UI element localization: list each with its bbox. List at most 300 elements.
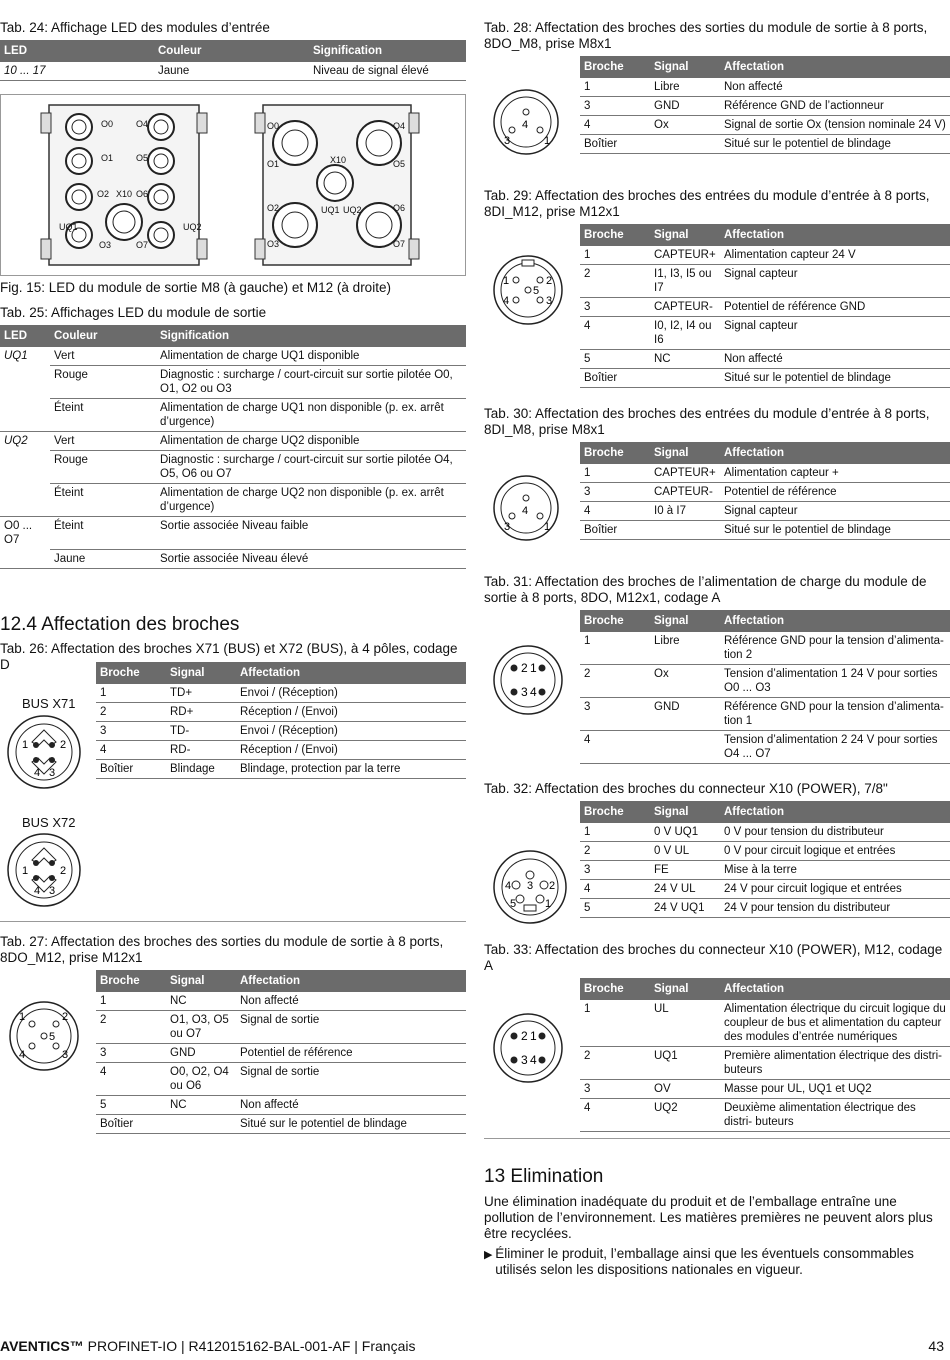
section13-bullet [484,1246,950,1278]
svg-text:1: 1 [544,521,551,533]
table-cell: 4 [580,502,650,521]
fig15-port-label: O1 [101,153,114,163]
svg-text:4: 4 [34,885,41,897]
fig15-port-label: X10 [116,189,133,199]
svg-text:3: 3 [504,135,511,147]
table-cell: Réception / (Envoi) [236,741,466,760]
svg-text:1: 1 [22,865,29,877]
table-cell: Signal capteur [720,317,950,350]
section-title: 12.4 Affectation des broches [0,614,240,635]
table-cell: 1 [96,992,166,1011]
tab31-header-signal: Signal [650,610,720,632]
table-row [0,432,466,451]
table-cell: Signal capteur [720,265,950,298]
tab31-header-assignment: Affectation [720,610,950,632]
m8-connector-inner [154,154,168,168]
table-row [96,722,466,741]
m12-socket-5pin-icon [4,996,84,1076]
table-cell: 2 [580,1047,650,1080]
tab28-header-signal: Signal [650,56,720,78]
tab31-caption: Tab. 31: Affectation des broches de l’alimentation de charge du module de sortie à 8 ports, 8DO, M12x1, codage A [484,574,927,605]
table-cell [0,366,50,399]
svg-text:3: 3 [49,767,56,779]
tab33-section [484,942,950,1139]
tab27-header-signal: Signal [166,970,236,992]
fig15-port-label: O5 [136,153,149,163]
svg-text:3: 3 [62,1049,69,1061]
table-cell: Vert [50,347,156,366]
table-cell: Sortie associée Niveau élevé [156,549,466,568]
table-row [580,317,950,350]
table-cell [650,369,720,388]
bullet-text: Éliminer le produit, l’emballage ainsi que les éventuels consommables utilisés selon les dispositions nationales en vigueur. [495,1246,914,1277]
table-cell: Tension d’alimentation 2 24 V pour sorties O4 ... O7 [720,731,950,764]
tab25-header-led: LED [0,325,50,347]
table-cell: Réception / (Envoi) [236,703,466,722]
tab31-table [580,610,950,764]
table-cell: UL [650,1000,720,1047]
tab33-header-pin: Broche [580,978,650,1000]
table-row [96,1063,466,1096]
svg-text:2: 2 [521,661,528,675]
table-cell: 4 [580,317,650,350]
bus-x71-label: BUS X71 [22,696,76,711]
table-cell: O0, O2, O4 ou O6 [166,1063,236,1096]
svg-text:3: 3 [527,880,534,892]
tab31-section [484,574,950,764]
table-row [580,265,950,298]
svg-text:1: 1 [545,898,552,910]
table-cell: 4 [580,116,650,135]
table-cell: Non affecté [720,78,950,97]
table-row [580,842,950,861]
table-cell: NC [166,992,236,1011]
tab30-table [580,442,950,540]
tab30-header-signal: Signal [650,442,720,464]
tab29-table [580,224,950,388]
tab27-caption: Tab. 27: Affectation des broches des sorties du module de sortie à 8 ports, 8DO_M12, prise M12x1 [0,934,444,965]
table-cell: 5 [96,1096,166,1115]
fig15-port-label: O7 [136,240,149,250]
table-cell: Éteint [50,517,156,550]
table-row [580,350,950,369]
table-row [580,1099,950,1132]
table-cell: 1 [580,78,650,97]
table-row [580,135,950,154]
table-cell: 2 [580,842,650,861]
svg-text:1: 1 [503,275,510,287]
table-cell: Signal de sortie [236,1063,466,1096]
table-cell: Tension d’alimentation 1 24 V pour sorties O0 ... O3 [720,665,950,698]
svg-text:4: 4 [505,880,512,892]
table-cell: UQ1 [4,350,28,362]
table-row [96,1044,466,1063]
table-cell: Envoi / (Réception) [236,722,466,741]
m8-plug-3pin-icon [488,468,564,544]
tab29-caption: Tab. 29: Affectation des broches des entrées du module d’entrée à 8 ports, 8DI_M12, prise M12x1 [484,188,930,219]
tab24-header-color: Couleur [154,40,309,62]
table-row [580,521,950,540]
tab27-header-pin: Broche [96,970,166,992]
bus-x71-connector-icon [4,712,84,792]
table-row [96,741,466,760]
power-m12-a-coded-icon [488,1008,568,1088]
table-cell: Rouge [50,366,156,399]
svg-text:2: 2 [60,739,67,751]
table-cell: GND [166,1044,236,1063]
table-cell: Situé sur le potentiel de blindage [720,369,950,388]
tab28-caption: Tab. 28: Affectation des broches des sorties du module de sortie à 8 ports, 8DO_M8, prise M8x1 [484,20,928,51]
bus-x72-connector-icon [4,830,84,910]
m8-connector-inner [72,154,86,168]
tab29-header-pin: Broche [580,224,650,246]
table-cell [0,399,50,432]
table-cell: Niveau de signal élevé [309,62,466,81]
table-cell: Potentiel de référence [720,483,950,502]
table-cell: Diagnostic : surcharge / court-circuit sur sortie pilotée O4, O5, O6 ou O7 [156,451,466,484]
table-cell: FE [650,861,720,880]
tab25-caption: Tab. 25: Affichages LED du module de sortie [0,305,267,320]
table-cell: CAPTEUR+ [650,464,720,483]
table-row [0,549,466,568]
table-row [580,698,950,731]
tab24-caption: Tab. 24: Affichage LED des modules d’entrée [0,20,270,35]
table-row [0,517,466,550]
svg-text:3: 3 [546,295,553,307]
table-cell: 4 [580,1099,650,1132]
table-cell: Éteint [50,484,156,517]
table-cell: Potentiel de référence [236,1044,466,1063]
table-cell: Envoi / (Réception) [236,684,466,703]
table-cell: 3 [580,97,650,116]
m8-connector-inner [154,228,168,242]
table-cell: Ox [650,665,720,698]
table-cell: 3 [580,483,650,502]
tab31-header-pin: Broche [580,610,650,632]
table-row [96,703,466,722]
table-cell: GND [650,97,720,116]
table-cell: 24 V UL [650,880,720,899]
table-cell: Jaune [50,549,156,568]
tab25-table [0,325,466,569]
table-row [580,116,950,135]
table-cell: Situé sur le potentiel de blindage [236,1115,466,1134]
table-cell: Non affecté [720,350,950,369]
tab28-header-assignment: Affectation [720,56,950,78]
table-cell: O0 ... O7 [4,520,33,546]
table-cell: Boîtier [580,521,650,540]
table-cell: Éteint [50,399,156,432]
table-cell: Situé sur le potentiel de blindage [720,135,950,154]
svg-text:4: 4 [503,295,510,307]
table-cell: 3 [580,298,650,317]
table-cell: 2 [96,1011,166,1044]
table-row [96,684,466,703]
svg-text:5: 5 [533,285,540,297]
tab26-header-signal: Signal [166,662,236,684]
tab25-section [0,280,466,569]
table-cell: 5 [580,899,650,918]
table-cell [0,484,50,517]
table-cell: 0 V UL [650,842,720,861]
tab24-section [0,20,466,81]
table-cell: Jaune [154,62,309,81]
table-cell: 0 V UQ1 [650,823,720,842]
table-cell: UQ2 [650,1099,720,1132]
svg-text:5: 5 [49,1031,56,1043]
fig15-module-drawing [1,95,465,275]
m12-plug-5pin-icon [488,250,568,330]
table-cell: Alimentation électrique du circuit logique du coupleur de bus et alimentation du capteur des modules d’entrée numériques [720,1000,950,1047]
table-cell: Deuxième alimentation électrique des distri- buteurs [720,1099,950,1132]
tab24-header-meaning: Signification [309,40,466,62]
table-row [96,1096,466,1115]
table-cell [650,135,720,154]
power-7-8-connector-icon [488,845,572,929]
table-cell: 1 [580,464,650,483]
table-cell: 3 [96,1044,166,1063]
table-cell: Situé sur le potentiel de blindage [720,521,950,540]
table-row [96,1115,466,1134]
table-cell: 24 V pour tension du distributeur [720,899,950,918]
table-cell: I0, I2, I4 ou I6 [650,317,720,350]
tab30-section [484,406,950,540]
table-cell: 4 [580,731,650,764]
table-cell: Signal capteur [720,502,950,521]
table-row [96,992,466,1011]
svg-text:3: 3 [49,885,56,897]
footer-doc-info [0,1338,415,1354]
svg-text:1: 1 [22,739,29,751]
table-cell: Signal de sortie Ox (tension nominale 24 V) [720,116,950,135]
m8-connector-inner [154,120,168,134]
bullet-arrow-icon: ▶ [484,1249,493,1261]
table-cell: 4 [580,880,650,899]
table-cell: NC [166,1096,236,1115]
table-cell: Sortie associée Niveau faible [156,517,466,550]
table-cell [166,1115,236,1134]
table-row [580,1000,950,1047]
table-row [580,880,950,899]
fig15-port-label: O0 [267,121,280,131]
table-cell: Diagnostic : surcharge / court-circuit sur sortie pilotée O0, O1, O2 ou O3 [156,366,466,399]
tab33-caption: Tab. 33: Affectation des broches du connecteur X10 (POWER), M12, codage A [484,942,943,973]
table-cell: UQ1 [650,1047,720,1080]
table-row [580,731,950,764]
fig15-port-label: O4 [393,121,406,131]
table-cell: 0 V pour tension du distributeur [720,823,950,842]
table-cell: GND [650,698,720,731]
svg-text:2: 2 [549,880,556,892]
table-row [96,760,466,779]
svg-text:1: 1 [530,661,537,675]
table-cell: TD- [166,722,236,741]
table-cell: Boîtier [96,1115,166,1134]
table-cell: 2 [580,265,650,298]
svg-text:2: 2 [521,1029,528,1043]
fig15-port-label: O2 [267,203,280,213]
fig15-port-label: O6 [136,189,149,199]
svg-text:4: 4 [530,1053,537,1067]
table-cell: 0 V pour circuit logique et entrées [720,842,950,861]
page-number: 43 [928,1338,944,1354]
tab28-section [484,20,950,154]
table-cell: OV [650,1080,720,1099]
table-row [580,665,950,698]
tab26-section [0,662,466,922]
tab29-header-assignment: Affectation [720,224,950,246]
svg-text:2: 2 [60,865,67,877]
svg-text:3: 3 [521,1053,528,1067]
table-cell: Boîtier [580,135,650,154]
table-cell: Non affecté [236,992,466,1011]
table-cell: Boîtier [96,760,166,779]
table-row [0,484,466,517]
table-cell: Libre [650,78,720,97]
fig15-port-label: O1 [267,159,280,169]
table-cell: 1 [580,632,650,665]
svg-text:4: 4 [34,767,41,779]
m8-connector-inner [154,190,168,204]
table-cell [650,521,720,540]
tab29-header-signal: Signal [650,224,720,246]
table-cell: CAPTEUR+ [650,246,720,265]
table-row [580,97,950,116]
tab33-header-assignment: Affectation [720,978,950,1000]
section-13 [484,1166,950,1278]
table-cell: Référence GND pour la tension d’alimenta- tion 2 [720,632,950,665]
svg-text:3: 3 [504,521,511,533]
table-cell: 3 [580,1080,650,1099]
table-row [580,502,950,521]
table-row [0,62,466,81]
tab25-header-color: Couleur [50,325,156,347]
fig15-port-label: X10 [330,155,347,165]
svg-text:3: 3 [521,685,528,699]
tab27-table [96,970,466,1134]
fig15-port-label: UQ2 [343,205,362,215]
table-row [580,78,950,97]
table-row [96,1011,466,1044]
table-cell: 2 [580,665,650,698]
svg-text:4: 4 [19,1049,26,1061]
fig15-port-label: O4 [136,119,149,129]
tab28-table [580,56,950,154]
footer-brand: AVENTICS™ [0,1338,84,1354]
svg-text:1: 1 [530,1029,537,1043]
table-row [580,823,950,842]
table-cell: Boîtier [580,369,650,388]
table-cell: O1, O3, O5 ou O7 [166,1011,236,1044]
table-cell [650,731,720,764]
table-cell: Alimentation de charge UQ2 disponible [156,432,466,451]
table-cell: Référence GND pour la tension d’alimenta- tion 1 [720,698,950,731]
tab32-section [484,781,950,918]
fig15-port-label: O3 [99,240,112,250]
table-cell: Alimentation capteur 24 V [720,246,950,265]
table-cell: 24 V pour circuit logique et entrées [720,880,950,899]
table-cell: I0 à I7 [650,502,720,521]
table-cell: Alimentation de charge UQ1 non disponible (p. ex. arrêt d’urgence) [156,399,466,432]
table-cell: Alimentation de charge UQ1 disponible [156,347,466,366]
table-cell: 1 [580,246,650,265]
tab30-caption: Tab. 30: Affectation des broches des entrées du module d’entrée à 8 ports, 8DI_M8, prise M8x1 [484,406,930,437]
m8-connector-inner [72,120,86,134]
table-cell: Vert [50,432,156,451]
table-cell: Non affecté [236,1096,466,1115]
tab24-table [0,40,466,81]
tab32-caption: Tab. 32: Affectation des broches du connecteur X10 (POWER), 7/8" [484,781,888,796]
fig15-port-label: O5 [393,159,406,169]
bus-x72-label: BUS X72 [22,815,76,830]
tab29-section [484,188,950,388]
tab27-section [0,934,466,1134]
svg-text:4: 4 [522,505,529,517]
tab33-table [580,978,950,1132]
tab25-header-meaning: Signification [156,325,466,347]
table-cell: 24 V UQ1 [650,899,720,918]
fig15-figure [0,94,466,276]
footer-doc: PROFINET-IO | R412015162-BAL-001-AF | Français [83,1338,416,1354]
fig15-caption: Fig. 15: LED du module de sortie M8 (à gauche) et M12 (à droite) [0,280,391,295]
tab32-header-assignment: Affectation [720,801,950,823]
table-cell: Rouge [50,451,156,484]
table-cell: NC [650,350,720,369]
table-row [0,347,466,366]
table-row [580,1080,950,1099]
table-cell: Signal de sortie [236,1011,466,1044]
table-cell: Alimentation de charge UQ2 non disponible (p. ex. arrêt d’urgence) [156,484,466,517]
tab33-header-signal: Signal [650,978,720,1000]
tab32-table [580,801,950,918]
table-cell: Ox [650,116,720,135]
table-cell: 3 [580,698,650,731]
table-cell: 3 [96,722,166,741]
table-row [580,1047,950,1080]
table-cell: Potentiel de référence GND [720,298,950,317]
table-cell: 10 ... 17 [0,62,154,81]
table-cell: 4 [96,1063,166,1096]
table-cell [0,451,50,484]
table-cell: TD+ [166,684,236,703]
table-cell: CAPTEUR- [650,483,720,502]
table-row [0,399,466,432]
table-row [580,464,950,483]
fig15-port-label: O6 [393,203,406,213]
table-cell: UQ2 [4,435,28,447]
table-cell: Référence GND de l’actionneur [720,97,950,116]
table-row [580,483,950,502]
table-cell: RD- [166,741,236,760]
tab32-header-pin: Broche [580,801,650,823]
tab32-header-signal: Signal [650,801,720,823]
table-row [580,899,950,918]
table-cell: 1 [96,684,166,703]
fig15-port-label: O2 [97,189,110,199]
table-cell: Blindage [166,760,236,779]
table-cell: Première alimentation électrique des distri- buteurs [720,1047,950,1080]
table-cell: CAPTEUR- [650,298,720,317]
table-row [0,366,466,399]
table-cell: 2 [96,703,166,722]
tab26-table [96,662,466,779]
tab30-header-assignment: Affectation [720,442,950,464]
tab27-header-assignment: Affectation [236,970,466,992]
table-cell: Blindage, protection par la terre [236,760,466,779]
fig15-port-label: UQ1 [321,205,340,215]
table-cell: 1 [580,823,650,842]
fig15-port-label: O7 [393,239,406,249]
